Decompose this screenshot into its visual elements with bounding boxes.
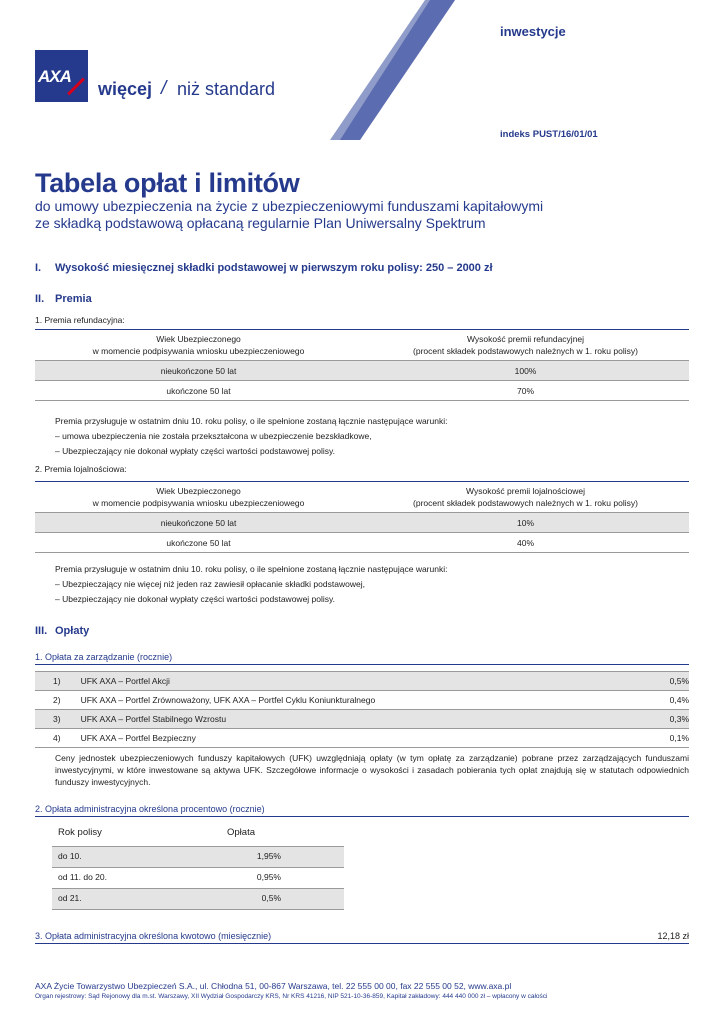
policy-year: do 10. bbox=[52, 846, 227, 867]
policy-year: od 21. bbox=[52, 888, 227, 909]
section-1-heading bbox=[35, 262, 493, 274]
admin-fixed-heading bbox=[35, 931, 689, 944]
refund-col-age bbox=[35, 330, 362, 361]
table-row bbox=[35, 513, 689, 533]
refund-note bbox=[55, 414, 447, 429]
policy-fee bbox=[227, 888, 344, 909]
fund-fee: 0,5% bbox=[653, 672, 689, 691]
loyalty-value-cell: 10% bbox=[362, 513, 689, 533]
section-2-heading bbox=[35, 293, 92, 305]
condition-item: – Ubezpieczający nie więcej niż jeden raz zawiesił opłacanie składki podstawowej, bbox=[55, 579, 365, 589]
refund-value-cell: 70% bbox=[362, 381, 689, 401]
loyalty-conditions bbox=[55, 577, 365, 607]
fund-fee: 0,4% bbox=[653, 691, 689, 710]
header-diagonal-stripe bbox=[330, 0, 460, 140]
fund-fee: 0,1% bbox=[653, 729, 689, 748]
fund-fee: 0,3% bbox=[653, 710, 689, 729]
fund-number: 1) bbox=[35, 672, 61, 691]
section-3-number: III. bbox=[35, 625, 48, 637]
fund-name: UFK AXA – Portfel Akcji bbox=[61, 672, 653, 691]
axa-logo bbox=[35, 50, 88, 102]
condition-item: – Ubezpieczający nie dokonał wypłaty części wartości podstawowej polisy. bbox=[55, 594, 336, 604]
page-title: Tabela opłat i limitów bbox=[35, 168, 300, 198]
section-2-number: II. bbox=[35, 293, 45, 305]
category-label: inwestycje bbox=[500, 24, 566, 39]
fund-number: 3) bbox=[35, 710, 61, 729]
loyalty-table bbox=[35, 481, 689, 553]
loyalty-col-value-line2: (procent składek podstawowych należnych w 1. roku polisy) bbox=[413, 498, 638, 508]
tagline-bold: więcej bbox=[98, 79, 153, 99]
table-row bbox=[35, 381, 689, 401]
admin-pct-heading: 2. Opłata administracyjna określona procentowo (rocznie) bbox=[35, 804, 689, 817]
mgmt-fee-note: Ceny jednostek ubezpieczeniowych funduszy kapitałowych (UFK) uwzględniają opłaty (w tym opłatę za zarządzanie) pobrane przez zarządzających funduszami inwestycyjnymi, w które inwestowane są aktywa UFK. Szczegółowe informacje o wysokości i zasadach pobierania tych opłat znajdują się w statutach odpowiednich funduszy inwestycyjnych. bbox=[55, 753, 689, 787]
loyalty-age-cell: nieukończone 50 lat bbox=[35, 513, 362, 533]
loyalty-col-age-line2: w momencie podpisywania wniosku ubezpieczeniowego bbox=[92, 498, 305, 508]
refund-col-value-line1: Wysokość premii refundacyjnej bbox=[466, 334, 585, 344]
mgmt-fee-table bbox=[35, 671, 689, 748]
table-row bbox=[35, 729, 689, 748]
admin-fixed-value: 12,18 zł bbox=[657, 931, 689, 941]
page-subtitle bbox=[35, 198, 595, 232]
policy-fee bbox=[227, 846, 344, 867]
loyalty-col-age bbox=[35, 482, 362, 513]
loyalty-col-value-line1: Wysokość premii lojalnościowej bbox=[466, 486, 585, 496]
condition-item: – umowa ubezpieczenia nie została przekształcona w ubezpieczenie bezskładkowe, bbox=[55, 431, 372, 441]
mgmt-fee-heading: 1. Opłata za zarządzanie (rocznie) bbox=[35, 652, 689, 665]
loyalty-col-age-line1: Wiek Ubezpieczonego bbox=[156, 486, 241, 496]
table-row bbox=[35, 533, 689, 553]
condition-item: – Ubezpieczający nie dokonał wypłaty części wartości podstawowej polisy. bbox=[55, 446, 336, 456]
loyalty-col-value bbox=[362, 482, 689, 513]
policy-fee-value: 0,95% bbox=[256, 872, 281, 882]
fund-name: UFK AXA – Portfel Zrównoważony, UFK AXA – Portfel Cyklu Koniunkturalnego bbox=[61, 691, 653, 710]
refund-col-value bbox=[362, 330, 689, 361]
axa-logo-text: AXA bbox=[38, 67, 71, 86]
col-policy-year: Rok polisy bbox=[58, 827, 102, 839]
document-index: indeks PUST/16/01/01 bbox=[500, 129, 598, 140]
refund-table bbox=[35, 329, 689, 401]
table-row bbox=[35, 361, 689, 381]
fund-number: 2) bbox=[35, 691, 61, 710]
refund-conditions bbox=[55, 429, 372, 459]
tagline-slash-icon: / bbox=[161, 78, 167, 99]
fund-number: 4) bbox=[35, 729, 61, 748]
policy-fee-value: 1,95% bbox=[256, 851, 281, 861]
refund-col-age-line1: Wiek Ubezpieczonego bbox=[156, 334, 241, 344]
table-row bbox=[35, 710, 689, 729]
table-row bbox=[52, 846, 344, 867]
subtitle-line-2: ze składką podstawową opłacaną regularnie Plan Uniwersalny Spektrum bbox=[35, 215, 486, 231]
admin-pct-table bbox=[52, 820, 344, 910]
table-row bbox=[35, 672, 689, 691]
section-3-title: Opłaty bbox=[55, 625, 90, 637]
refund-age-cell: ukończone 50 lat bbox=[35, 381, 362, 401]
policy-fee-value: 0,5% bbox=[261, 893, 281, 903]
loyalty-label: 2. Premia lojalnościowa: bbox=[35, 464, 127, 474]
refund-note-text: Premia przysługuje w ostatnim dniu 10. roku polisy, o ile spełnione zostaną łącznie następujące warunki: bbox=[55, 416, 448, 426]
policy-year: od 11. do 20. bbox=[52, 867, 227, 888]
table-row bbox=[52, 888, 344, 909]
loyalty-note: Premia przysługuje w ostatnim dniu 10. roku polisy, o ile spełnione zostaną łącznie następujące warunki: bbox=[55, 564, 448, 574]
loyalty-age-cell: ukończone 50 lat bbox=[35, 533, 362, 553]
footer-company-info: AXA Życie Towarzystwo Ubezpieczeń S.A., ul. Chłodna 51, 00-867 Warszawa, tel. 22 555 00 00, fax 22 555 00 52, www.axa.pl bbox=[35, 981, 512, 991]
policy-fee bbox=[227, 867, 344, 888]
admin-fixed-label: 3. Opłata administracyjna określona kwotowo (miesięcznie) bbox=[35, 931, 272, 941]
refund-col-age-line2: w momencie podpisywania wniosku ubezpieczeniowego bbox=[92, 346, 305, 356]
section-1-number: I. bbox=[35, 262, 42, 274]
table-row bbox=[35, 691, 689, 710]
table-row bbox=[52, 867, 344, 888]
subtitle-line-1: do umowy ubezpieczenia na życie z ubezpieczeniowymi funduszami kapitałowymi bbox=[35, 198, 544, 214]
refund-value-cell: 100% bbox=[362, 361, 689, 381]
fund-name: UFK AXA – Portfel Stabilnego Wzrostu bbox=[61, 710, 653, 729]
section-1-title: Wysokość miesięcznej składki podstawowej w pierwszym roku polisy: 250 – 2000 zł bbox=[55, 262, 493, 274]
refund-col-value-line2: (procent składek podstawowych należnych w 1. roku polisy) bbox=[413, 346, 638, 356]
fund-name: UFK AXA – Portfel Bezpieczny bbox=[61, 729, 653, 748]
col-fee: Opłata bbox=[227, 827, 255, 839]
tagline-rest: niż standard bbox=[177, 79, 276, 99]
section-3-heading bbox=[35, 625, 89, 637]
section-2-title: Premia bbox=[55, 293, 92, 305]
loyalty-value-cell: 40% bbox=[362, 533, 689, 553]
refund-age-cell: nieukończone 50 lat bbox=[35, 361, 362, 381]
footer-registry-info: Organ rejestrowy: Sąd Rejonowy dla m.st. Warszawy, XII Wydział Gospodarczy KRS, Nr KRS 41216, NIP 521-10-36-859, Kapitał zakładowy: 444 440 000 zł – wpłacony w całości bbox=[35, 993, 548, 1000]
refund-label: 1. Premia refundacyjna: bbox=[35, 315, 125, 325]
